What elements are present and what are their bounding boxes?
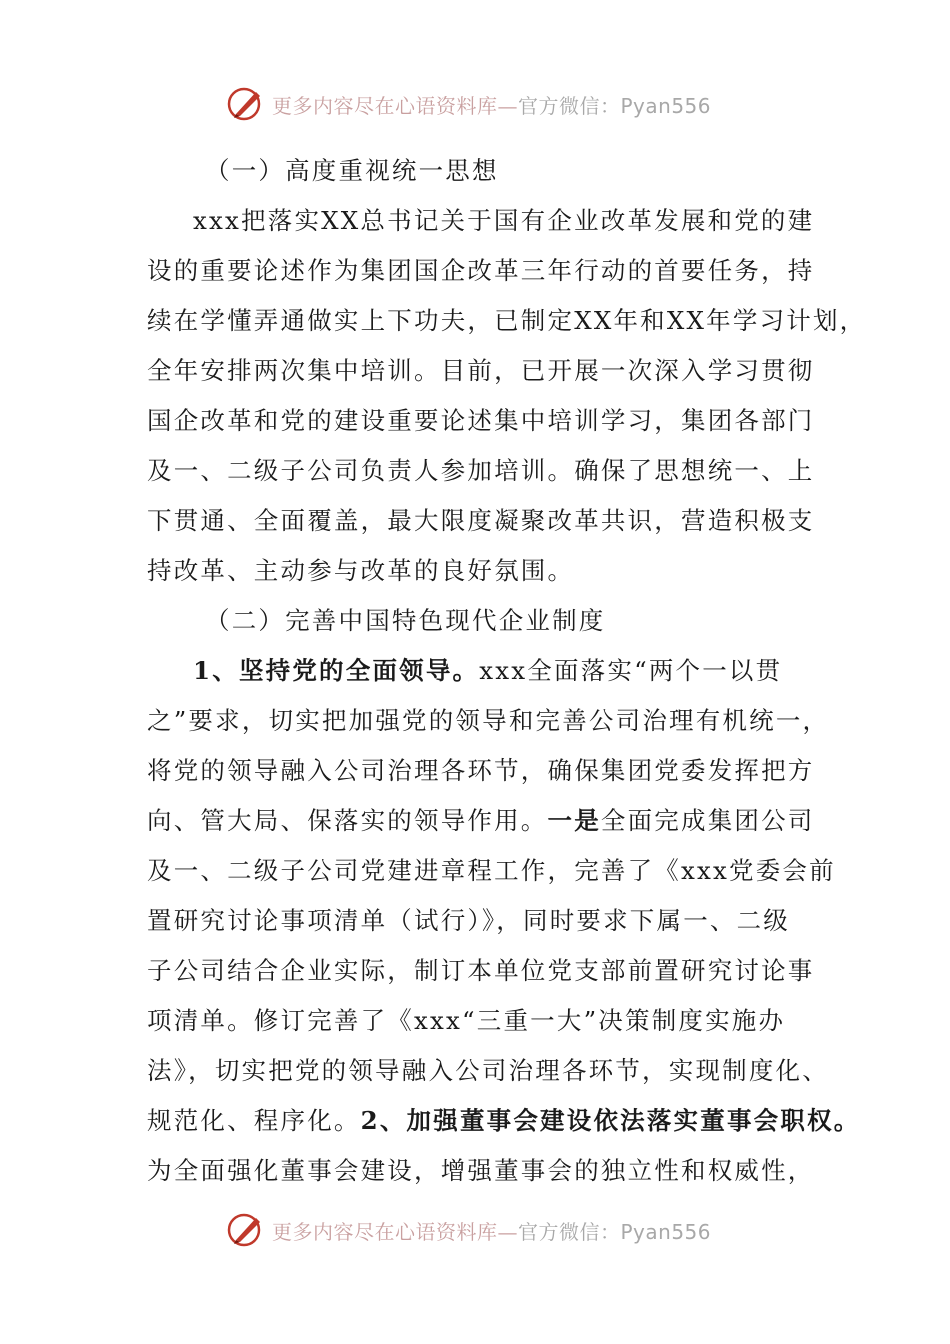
text-line [0,1005,950,1037]
text-line [0,455,950,487]
text-segment: 国企改革和党的建设重要论述集中培训学习，集团各部门 [147,406,815,435]
text-line [0,255,950,287]
bold-text: 2、加强董事会建设依法落实董事会职权。 [360,1106,861,1135]
text-line [0,205,950,237]
banner-text: 更多内容尽在心语资料库—官方微信：Pyan556 [272,93,712,118]
text-line [0,805,950,837]
text-segment: 子公司结合企业实际，制订本单位党支部前置研究讨论事 [147,956,815,985]
text-segment: 置研究讨论事项清单（试行）》，同时要求下属一、二级 [147,906,790,935]
text-segment: 规范化、程序化。 [147,1106,361,1135]
text-segment: 设的重要论述作为集团国企改革三年行动的首要任务，持 [147,256,815,285]
text-line [0,755,950,787]
text-line [0,655,950,687]
footer-banner [226,1210,711,1250]
text-line [0,155,950,187]
text-line [0,1055,950,1087]
text-segment: （二）完善中国特色现代企业制度 [205,606,606,635]
banner-text: 更多内容尽在心语资料库—官方微信：Pyan556 [272,1219,712,1244]
text-segment: xxx全面落实“两个一以贯 [479,656,783,685]
text-segment: 法》，切实把党的领导融入公司治理各环节，实现制度化、 [147,1056,829,1085]
text-segment: 续在学懂弄通做实上下功夫，已制定XX年和XX年学习计划， [147,306,867,335]
text-segment: 为全面强化董事会建设，增强董事会的独立性和权威性， [147,1156,815,1185]
text-line [0,305,950,337]
text-segment: 项清单。修订完善了《xxx“三重一大”决策制度实施办 [147,1006,786,1035]
text-segment: 及一、二级子公司党建进章程工作，完善了《xxx党委会前 [147,856,836,885]
text-line [0,1105,950,1137]
header-banner [226,84,711,124]
text-segment: xxx把落实XX总书记关于国有企业改革发展和党的建 [193,206,815,235]
text-segment: 将党的领导融入公司治理各环节，确保集团党委发挥把方 [147,756,815,785]
text-line [0,605,950,637]
text-segment: 全年安排两次集中培训。目前，已开展一次深入学习贯彻 [147,356,815,385]
text-segment: 及一、二级子公司负责人参加培训。确保了思想统一、上 [147,456,815,485]
text-line [0,855,950,887]
text-line [0,505,950,537]
text-line [0,955,950,987]
bold-text: 1、坚持党的全面领导。 [193,656,480,685]
text-segment: 向、管大局、保落实的领导作用。 [147,806,548,835]
text-line [0,905,950,937]
text-segment: 之”要求，切实把加强党的领导和完善公司治理有机统一， [147,706,830,735]
text-line [0,555,950,587]
text-segment: （一）高度重视统一思想 [205,156,499,185]
text-line [0,705,950,737]
pen-logo-icon [226,84,266,124]
text-line [0,405,950,437]
text-segment: 持改革、主动参与改革的良好氛围。 [147,556,575,585]
text-segment: 下贯通、全面覆盖，最大限度凝聚改革共识，营造积极支 [147,506,815,535]
pen-logo-icon [226,1210,266,1250]
text-line [0,1155,950,1187]
text-line [0,355,950,387]
text-segment: 全面完成集团公司 [600,806,815,835]
bold-text: 一是 [547,806,601,835]
